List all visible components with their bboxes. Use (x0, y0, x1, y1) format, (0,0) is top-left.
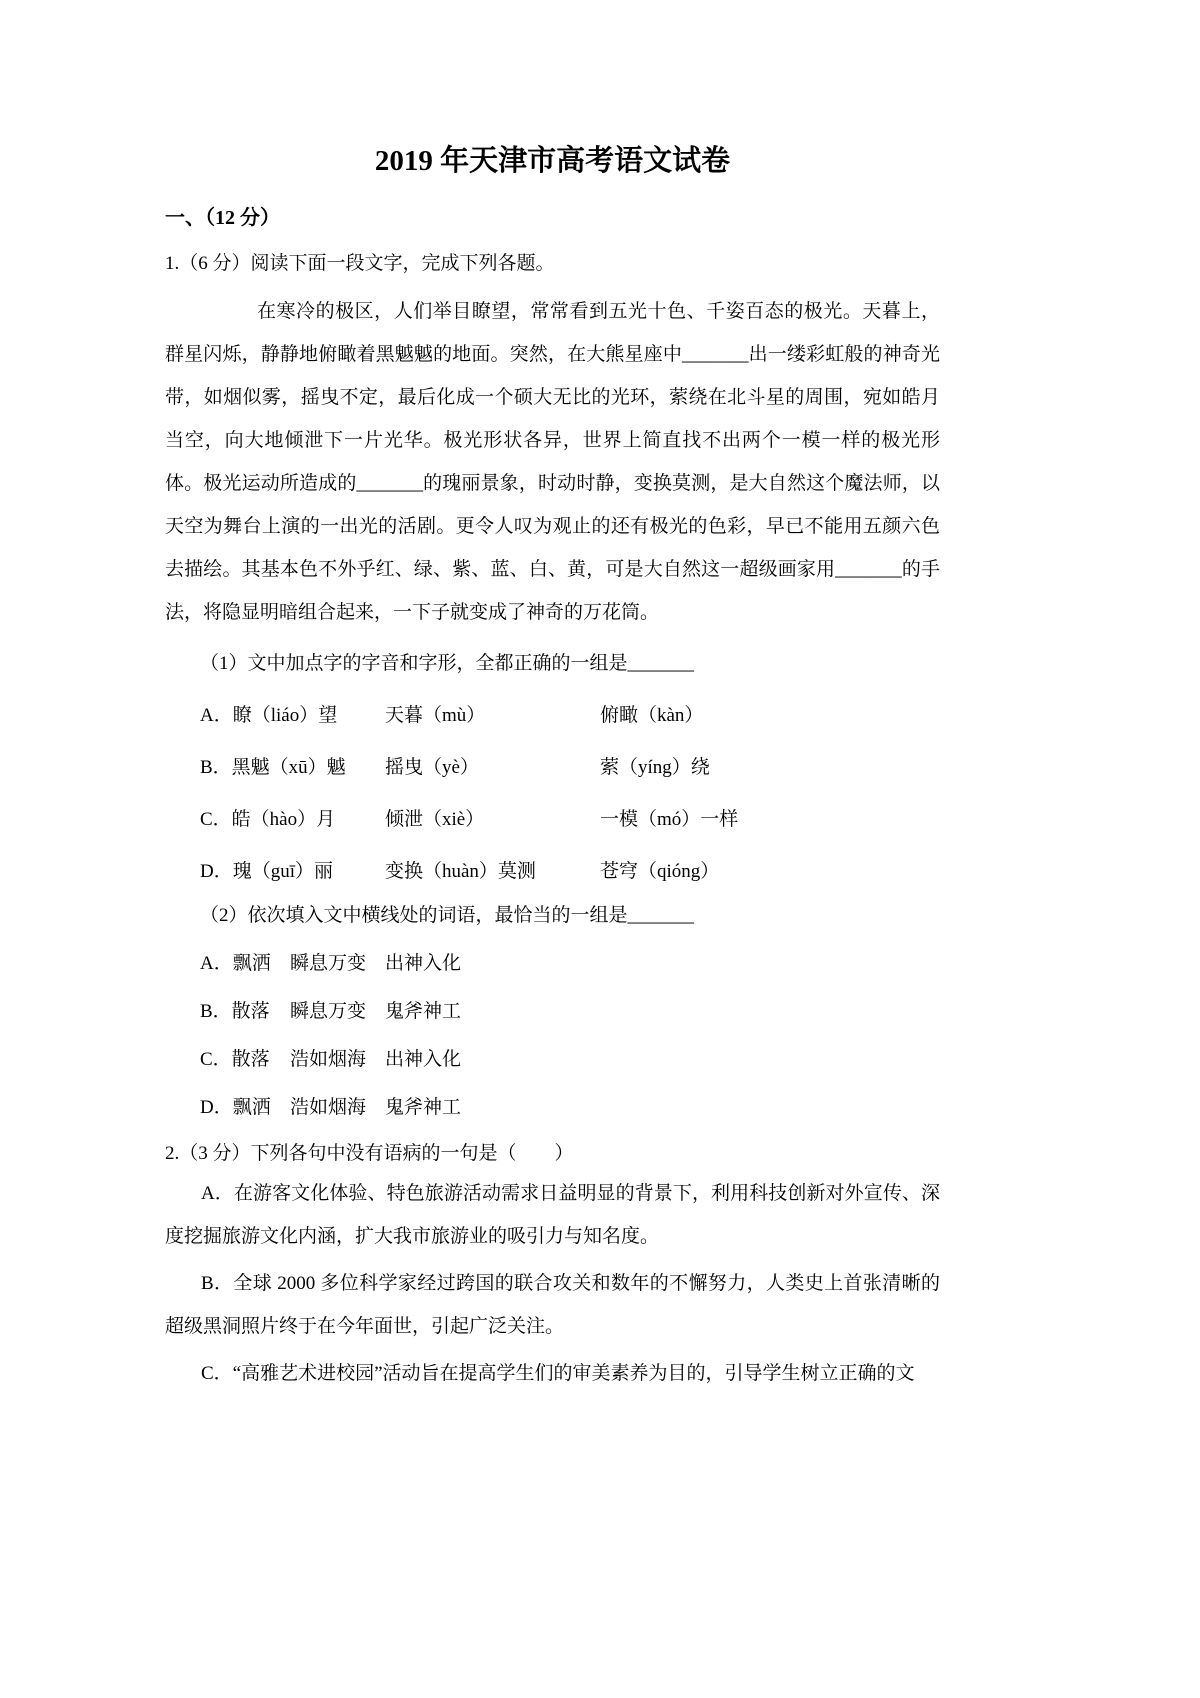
q1-sub1-option-row-b (200, 754, 940, 782)
option-cell: 浩如烟海 (290, 1097, 367, 1118)
option-cell: 苍穹（qióng） (600, 861, 720, 882)
option-cell: 天暮（mù） (385, 705, 486, 726)
q1-sub1-option-row-c (200, 806, 940, 834)
option-cell: A．瞭（liáo）望 (200, 705, 338, 726)
option-cell: 萦（yíng）绕 (600, 757, 710, 778)
question-1-passage: 在寒冷的极区，人们举目瞭望，常常看到五光十色、千姿百态的极光。天暮上，群星闪烁，静静地俯瞰着黑魆魆的地面。突然，在大熊星座中_______出一缕彩虹般的神奇光带，如烟似雾，摇曳不定，最后化成一个硕大无比的光环，萦绕在北斗星的周围，宛如皓月当空，向大地倾泄下一片光华。极光形状各异，世界上简直找不出两个一模一样的极光形体。极光运动所造成的_______的瑰丽景象，时动时静，变换莫测，是大自然这个魔法师，以天空为舞台上演的一出光的活剧。更令人叹为观止的还有极光的色彩，早已不能用五颜六色去描绘。其基本色不外乎红、绿、紫、蓝、白、黄，可是大自然这一超级画家用_______的手法，将隐显明暗组合起来，一下子就变成了神奇的万花筒。 (165, 301, 940, 623)
document-title: 2019 年天津市高考语文试卷 (374, 145, 731, 177)
option-cell: 瞬息万变 (290, 953, 367, 974)
question-1-stem: 1.（6 分）阅读下面一段文字，完成下列各题。 (165, 253, 555, 274)
option-cell: D．飘洒 (200, 1097, 271, 1118)
question-2-option-b: B．全球 2000 多位科学家经过跨国的联合攻关和数年的不懈努力，人类史上首张清晰的超级黑洞照片终于在今年面世，引起广泛关注。 (165, 1273, 940, 1337)
option-cell: 变换（huàn）莫测 (385, 861, 536, 882)
option-cell: 浩如烟海 (290, 1049, 367, 1070)
q1-sub2-option-row-d (200, 1094, 940, 1122)
sub-question-1-options (165, 702, 940, 886)
option-cell: 俯瞰（kàn） (600, 705, 704, 726)
sub-question-1-stem: （1）文中加点字的字音和字形，全都正确的一组是_______ (200, 653, 695, 674)
sub-question-2-options (165, 950, 940, 1122)
option-cell: C．散落 (200, 1049, 270, 1070)
q1-sub2-option-row-a (200, 950, 940, 978)
option-cell: 倾泄（xiè） (385, 809, 485, 830)
q1-sub2-option-row-c (200, 1046, 940, 1074)
option-cell: 一模（mó）一样 (600, 809, 739, 830)
option-cell: 摇曳（yè） (385, 757, 479, 778)
option-cell: B．黑魆（xū）魆 (200, 757, 346, 778)
question-2-stem: 2.（3 分）下列各句中没有语病的一句是（ ） (165, 1143, 574, 1164)
option-cell: D．瑰（guī）丽 (200, 861, 334, 882)
option-cell: 出神入化 (385, 1049, 462, 1070)
section-one-header: 一、（12 分） (165, 207, 280, 229)
q1-sub1-option-row-a (200, 702, 940, 730)
question-2-option-c: C．“高雅艺术进校园”活动旨在提高学生们的审美素养为目的，引导学生树立正确的文 (201, 1363, 915, 1384)
option-cell: A．飘洒 (200, 953, 271, 974)
q1-sub1-option-row-d (200, 858, 940, 886)
option-cell: B．散落 (200, 1001, 270, 1022)
option-cell: C．皓（hào）月 (200, 809, 336, 830)
option-cell: 出神入化 (385, 953, 462, 974)
sub-question-2-stem: （2）依次填入文中横线处的词语，最恰当的一组是_______ (200, 905, 695, 926)
question-2-option-a: A．在游客文化体验、特色旅游活动需求日益明显的背景下，利用科技创新对外宣传、深度挖掘旅游文化内涵，扩大我市旅游业的吸引力与知名度。 (165, 1183, 940, 1247)
q1-sub2-option-row-b (200, 998, 940, 1026)
option-cell: 鬼斧神工 (385, 1001, 462, 1022)
option-cell: 瞬息万变 (290, 1001, 367, 1022)
option-cell: 鬼斧神工 (385, 1097, 462, 1118)
